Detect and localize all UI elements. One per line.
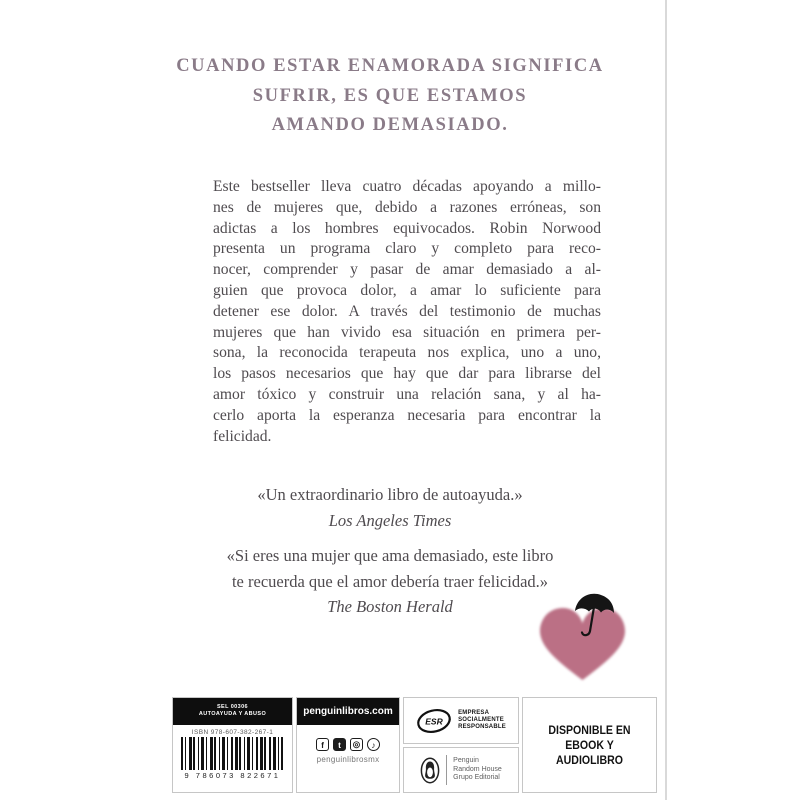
publisher-divider	[446, 755, 447, 785]
footer-strip	[172, 697, 657, 793]
esr-logo-icon	[416, 708, 452, 734]
isbn-label: ISBN 978-607-382-267-1	[191, 729, 274, 736]
esr-box	[403, 697, 519, 744]
synopsis-line: nocer, comprender y pasar de amar demasiado a al-	[213, 261, 601, 279]
barcode-section	[172, 697, 293, 793]
penguin-logo-icon	[420, 757, 440, 784]
quote-text: te recuerda que el amor debería traer felicidad.»	[231, 571, 549, 591]
social-handle: penguinlibrosmx	[316, 755, 380, 764]
synopsis-line: los pasos necesarios que hay que dar para librarse del	[213, 365, 601, 383]
headline-line: CUANDO ESTAR ENAMORADA SIGNIFICA	[176, 56, 604, 76]
website-label: penguinlibros.com	[297, 698, 399, 725]
certification-publisher-section	[403, 697, 519, 793]
quote-source: Los Angeles Times	[328, 510, 452, 530]
esr-text	[458, 710, 506, 731]
synopsis-line: presenta un programa claro y completo para reco-	[213, 240, 601, 258]
heart-umbrella-icon	[530, 585, 640, 685]
esr-line: SOCIALMENTE	[458, 717, 504, 723]
headline-line: AMANDO DEMASIADO.	[271, 115, 509, 135]
synopsis-line: adictas a los hombres equivocados. Robin Norwood	[213, 219, 601, 237]
synopsis-line: mujeres que han vivido esa situación en primera per-	[213, 323, 601, 341]
synopsis-line: nes de mujeres que, debido a razones erróneas, son	[213, 198, 601, 216]
headline-line: SUFRIR, ES QUE ESTAMOS	[252, 85, 528, 106]
esr-line: RESPONSABLE	[458, 724, 506, 730]
category-box	[173, 698, 292, 725]
synopsis-line: amor tóxico y construir una relación sana, y al ha-	[213, 385, 601, 403]
publisher-line: Random House	[453, 765, 502, 773]
synopsis-line: felicidad.	[213, 427, 272, 445]
facebook-icon: f	[316, 738, 329, 751]
synopsis-line: Este bestseller lleva cuatro décadas apoyando a millo-	[213, 178, 601, 195]
review-quote-la-times	[90, 482, 690, 533]
synopsis-paragraph	[213, 177, 601, 447]
quote-text: «Un extraordinario libro de autoayuda.»	[257, 485, 523, 504]
publisher-line: Grupo Editorial	[453, 774, 500, 782]
publisher-text	[453, 757, 502, 783]
barcode	[181, 737, 285, 770]
headline	[90, 52, 690, 141]
synopsis-line: sona, la reconocida terapeuta nos explica, uno a uno,	[213, 344, 601, 362]
esr-line: EMPRESA	[458, 710, 490, 716]
publisher-line: Penguin	[453, 757, 479, 765]
tiktok-icon: ♪	[367, 738, 380, 751]
barcode-digits: 9 786073 822671	[184, 771, 281, 780]
instagram-icon: ◎	[350, 738, 363, 751]
publisher-box	[403, 747, 519, 793]
availability-section	[522, 697, 657, 793]
website-section	[296, 697, 400, 793]
heart-shape	[540, 608, 625, 680]
social-icons-row	[316, 738, 380, 751]
availability-text	[531, 723, 648, 768]
availability-line: DISPONIBLE EN	[548, 722, 631, 737]
esr-abbr: ESR	[425, 716, 443, 726]
synopsis-line: guien que provoca dolor, a amar lo suficiente para	[213, 281, 601, 299]
quote-text: «Si eres una mujer que ama demasiado, este libro	[226, 546, 554, 565]
synopsis-line: cerlo aporta la esperanza necesaria para encontrar la	[213, 406, 601, 424]
twitter-icon: t	[333, 738, 346, 751]
category-line: SEL 00306	[216, 704, 249, 710]
quote-source: The Boston Herald	[327, 597, 453, 616]
category-line: AUTOAYUDA Y ABUSO	[198, 711, 267, 717]
availability-line: EBOOK Y AUDIOLIBRO	[556, 737, 623, 767]
synopsis-line: detener ese dolor. A través del testimonio de muchas	[213, 302, 601, 320]
heart-umbrella-logo	[530, 585, 640, 685]
